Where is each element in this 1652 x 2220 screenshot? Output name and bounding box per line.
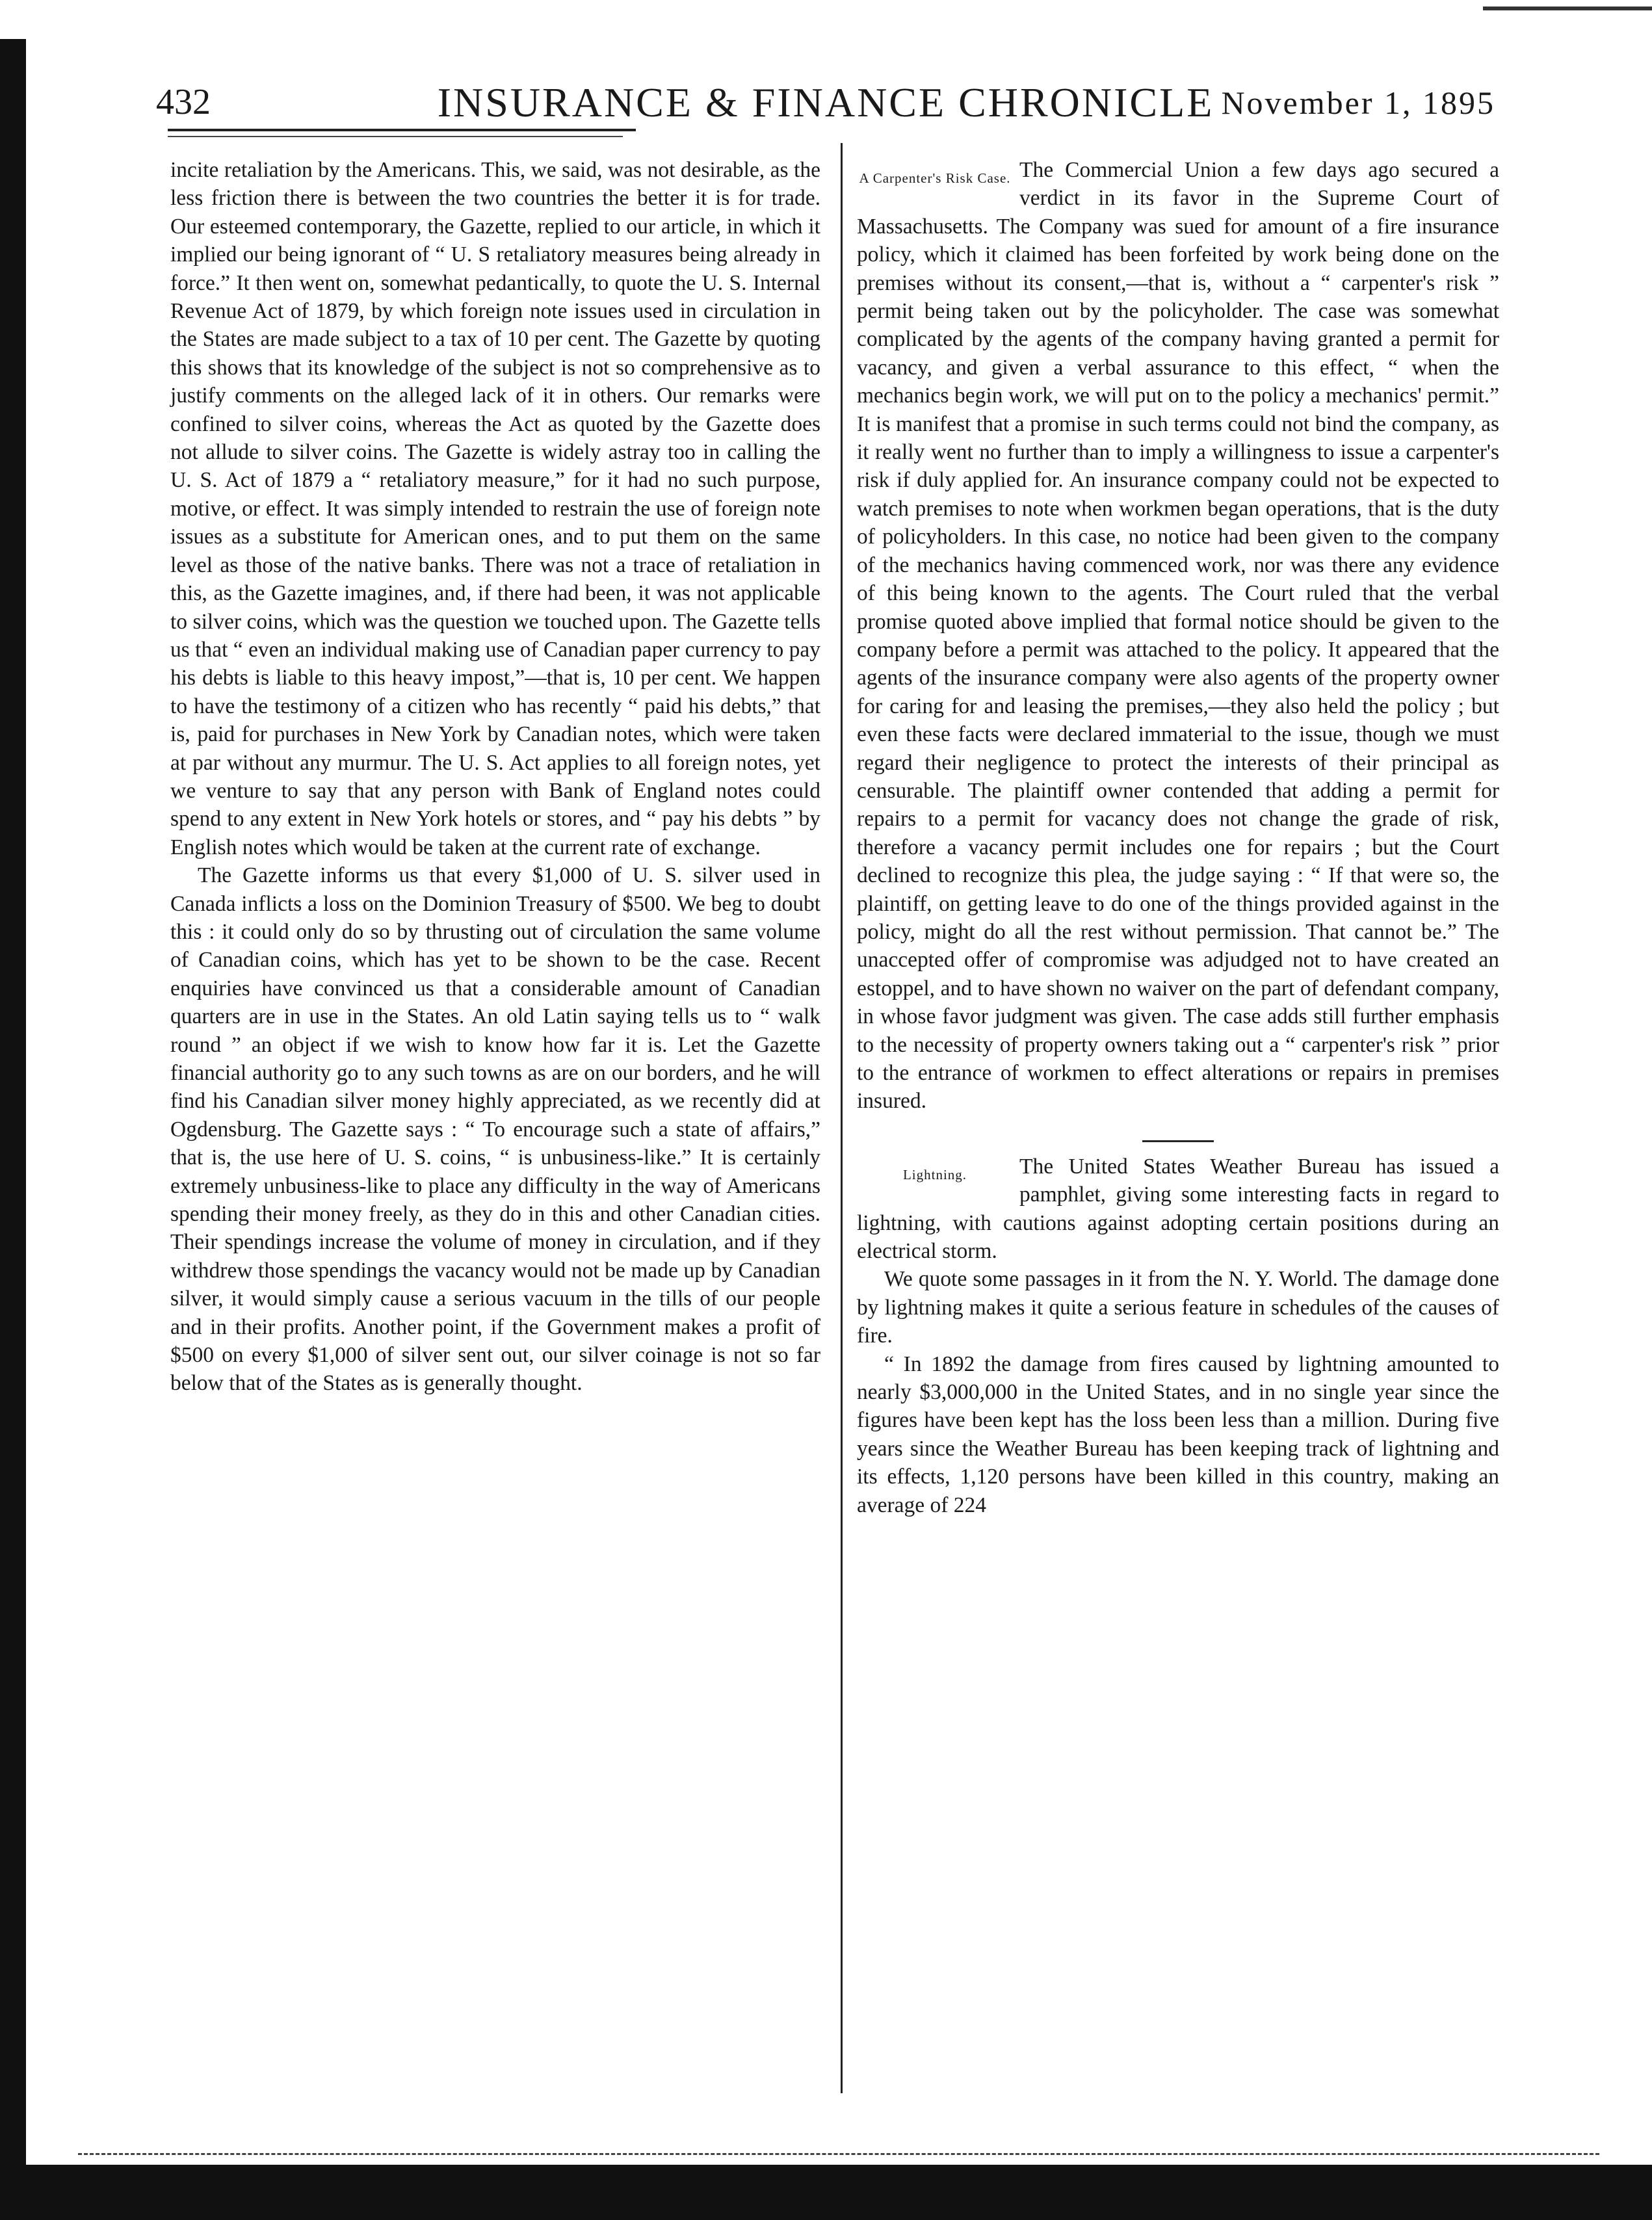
scan-bottom-edge — [26, 2165, 1652, 2220]
left-paragraph-2: The Gazette informs us that every $1,000 of U. S. silver used in Canada inflicts a loss on the Dominion Treasury of $500. We beg to doubt this : it could only do so by thrusting out of circulation the same volume of Canadian coins, which has yet to be shown to be the case. Recent enquiries have convinced us that a considerable amount of Canadian quarters are in use in the States. An old Latin saying tells us to “ walk round ” an object if we wish to know how far it is. Let the Gazette financial authority go to any such towns as are on our borders, and he will find his Canadian silver money highly appreciated, as we recently did at Ogdensburg. The Gazette says : “ To encourage such a state of affairs,” that is, the use here of U. S. coins, “ is unbusiness-like.” It is certainly extremely unbusiness-like to place any difficulty in the way of Americans spending their money freely, as they do in this and other Canadian cities. Their spendings increase the volume of money in circulation, and if they withdrew those spendings the vacancy would not be made up by Canadian silver, it would simply cause a serious vacuum in the tills of our people and in their profits. Another point, if the Government makes a profit of $500 on every $1,000 of silver sent out, our silver coinage is not so far below that of the States as is generally thought. — [170, 863, 820, 1396]
journal-title: INSURANCE & FINANCE CHRONICLE — [437, 79, 1214, 125]
bottom-dashed-rule — [78, 2153, 1599, 2156]
carpenter-text: The Commercial Union a few days ago secured a verdict in its favor in the Supreme Court of Massachusetts. The Company was sued for amount of a fire insurance policy, which it claimed has been forfeited by work being done on the premises without its consent,—that is, without a “ carpenter's risk ” permit being taken out by the policyholder. The case was somewhat complicated by the agents of the company having granted a permit for vacancy, and given a verbal assurance to this effect, “ when the mechanics begin work, we will put on to the policy a mechanics' permit.” It is manifest that a promise in such terms could not bind the company, as it really went no further than to imply a willingness to issue a carpenter's risk if duly applied for. An insurance company could not be expected to watch premises to note when workmen began operations, that is the duty of policyholders. In this case, no notice had been given to the company of the mechanics having commenced work, nor was there any evidence of this being known to the agents. The Court ruled that the verbal promise quoted above implied that formal notice should be given to the company before a permit was attached to the policy. It appeared that the agents of the insurance company were also agents of the property owner for caring for and leasing the premises,—they also held the policy ; but even these facts were declared immaterial to the issue, though we must regard their negligence to protect the interests of their principal as censurable. The plaintiff owner contended that adding a permit for repairs to a permit for vacancy does not change the grade of risk, therefore a vacancy permit includes one for repairs ; but the Court declined to recognize this plea, the judge saying : “ If that were so, the plaintiff, on getting leave to do one of the things provided against in the policy, might do all the rest without permission. That cannot be.” The unaccepted offer of compromise was adjudged not to have created an estoppel, and to have shown no waiver on the part of defendant company, in whose favor judgment was given. The case adds still further emphasis to the necessity of property owners taking out a “ carpenter's risk ” prior to the entrance of workmen to effect alterations or repairs in premises insured. — [857, 158, 1499, 1114]
page-number: 432 — [156, 82, 211, 122]
page-header — [156, 81, 1495, 127]
lightning-paragraph-1: The United States Weather Bureau has issued a pamphlet, giving some interesting facts in regard to lightning, with cautions against adopting certain positions during an electrical storm. — [857, 1154, 1499, 1264]
lightning-paragraph-3: “ In 1892 the damage from fires caused by lightning amounted to nearly $3,000,000 in the United States, and in no single year since the figures have been kept has the loss been less than a million. During five years since the Weather Bureau has been keeping track of lightning and its effects, 1,120 persons have been killed in this country, making an average of 224 — [857, 1352, 1499, 1517]
scan-top-mark — [1483, 7, 1652, 10]
right-column — [857, 156, 1499, 1519]
carpenter-article — [857, 156, 1499, 1116]
issue-date: November 1, 1895 — [1221, 85, 1495, 121]
left-column — [170, 156, 820, 1398]
header-rule-thin — [168, 136, 623, 137]
left-paragraph-1: incite retaliation by the Americans. This, we said, was not desirable, as the less friction there is between the two countries the better it is for trade. Our esteemed contemporary, the Gazette, replied to our article, in which it implied our being ignorant of “ U. S retaliatory measures being already in force.” It then went on, somewhat pedantically, to quote the U. S. Internal Revenue Act of 1879, by which foreign note issues used in circulation in the States are made subject to a tax of 10 per cent. The Gazette by quoting this shows that its knowledge of the subject is not so comprehensive as to justify comments on the alleged lack of it in others. Our remarks were confined to silver coins, whereas the Act as quoted by the Gazette does not allude to silver coins. The Gazette is widely astray too in calling the U. S. Act of 1879 a “ retaliatory measure,” for it had no such purpose, motive, or effect. It was simply intended to restrain the use of foreign note issues as a substitute for American ones, and to put them on the same level as those of the native banks. There was not a trace of retaliation in this, as the Gazette imagines, and, if there had been, it was not applicable to silver coins, which was the question we touched upon. The Gazette tells us that “ even an individual making use of Canadian paper currency to pay his debts is liable to this heavy impost,”—that is, 10 per cent. We happen to have the testimony of a citizen who has recently “ paid his debts,” that is, paid for purchases in New York by Canadian notes, which were taken at par without any murmur. The U. S. Act applies to all foreign notes, yet we venture to say that any person with Bank of England notes could spend to any extent in New York hotels or stores, and “ pay his debts ” by English notes which would be taken at the current rate of exchange. — [170, 158, 821, 859]
lightning-article — [857, 1153, 1499, 1519]
scan-left-edge — [0, 39, 26, 2220]
column-divider — [841, 143, 843, 2093]
article-separator — [1142, 1140, 1214, 1142]
header-rule — [168, 129, 636, 131]
lightning-sidenote: Lightning. — [902, 1166, 967, 1182]
lightning-paragraph-2: We quote some passages in it from the N. Y. World. The damage done by lightning makes it quite a serious feature in schedules of the causes of fire. — [857, 1267, 1499, 1348]
carpenter-sidenote: A Carpenter's Risk Case. — [859, 170, 1011, 186]
